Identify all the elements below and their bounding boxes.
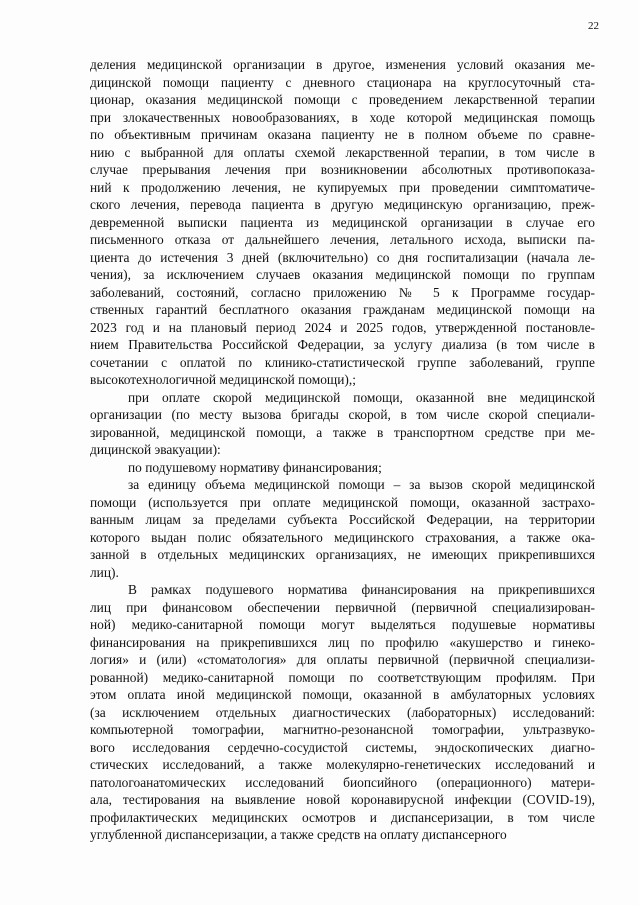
text-line: профилактических медицинских осмотров и диспансеризации, в том числе [90, 809, 595, 825]
paragraph-p4 [90, 476, 595, 581]
text-line: письменного отказа от дальнейшего лечения, летального исхода, выписки па- [90, 232, 595, 247]
text-line: ственных гарантий бесплатного оказания гражданам медицинской помощи на [90, 302, 595, 317]
text-line: ского лечения, перевода пациента в другую медицинскую организацию, преж- [90, 197, 595, 212]
text-line: В рамках подушевого норматива финансирования на прикрепившихся [128, 582, 595, 597]
text-line: финансирования на прикрепившихся лиц по профилю «акушерство и гинеко- [90, 634, 595, 650]
text-line: патологоанатомических исследований биопсийного (операционного) матери- [90, 774, 595, 790]
text-line: рованной) медико-санитарной помощи по соответствующим профилям. При [90, 669, 595, 685]
text-line: циента до истечения 3 дней (включительно) со дня госпитализации (начала ле- [90, 249, 595, 265]
text-line: этом оплата иной медицинской помощи, оказанной в амбулаторных условиях [90, 687, 595, 702]
text-line: ной) медико-санитарной помощи могут выделяться подушевые нормативы [90, 617, 595, 632]
paragraph-p3 [90, 459, 595, 477]
text-line: нием Правительства Российской Федерации, за услугу диализа (в том числе в [90, 337, 595, 352]
text-line: зированной, медицинской помощи, а также в транспортном средстве при ме- [90, 424, 595, 440]
text-line: лиц при финансовом обеспечении первичной (первичной специализирован- [90, 599, 595, 615]
text-line: которого выдан полис обязательного медицинского страхования, а также ока- [90, 529, 595, 545]
text-line: углубленной диспансеризации, а также средств на оплату диспансерного [90, 827, 507, 842]
text-line: чения), за исключением случаев оказания медицинской помощи по группам [90, 267, 595, 282]
text-line: логия» и (или) «стоматология» для оплаты первичной (первичной специализи- [90, 652, 595, 667]
page-number: 22 [588, 20, 599, 32]
text-line: ционар, оказания медицинской помощи с проведением лекарственной терапии [90, 92, 595, 107]
text-line: по объективным причинам оказана пациенту не в полном объеме по сравне- [90, 127, 595, 142]
text-line: сочетании с оплатой по клинико-статистической группе заболеваний, группе [90, 354, 595, 370]
text-line: вого исследования сердечно-сосудистой системы, эндоскопических диагно- [90, 739, 595, 755]
text-line: по подушевому нормативу финансирования; [128, 459, 382, 475]
text-line: случае прерывания лечения при возникновении абсолютных противопоказа- [90, 162, 595, 177]
text-line: ала, тестирования на выявление новой коронавирусной инфекции (COVID-19), [90, 792, 595, 807]
text-line: стических исследований, а также молекулярно-генетических исследований и [90, 757, 595, 772]
text-line: за единицу объема медицинской помощи – за вызов скорой медицинской [128, 477, 595, 492]
text-line: заболеваний, состояний, согласно приложению № 5 к Программе государ- [90, 284, 595, 300]
paragraph-p1 [90, 56, 595, 389]
text-line: при оплате скорой медицинской помощи, оказанной вне медицинской [128, 389, 595, 405]
text-line: лиц). [90, 564, 119, 580]
text-line: помощи (используется при оплате медицинской помощи, оказанной застрахо- [90, 494, 595, 510]
text-line: 2023 год и на плановый период 2024 и 2025 годов, утвержденной постановле- [90, 319, 595, 335]
paragraph-p2 [90, 389, 595, 459]
text-line: деления медицинской организации в другое, изменения условий оказания ме- [90, 57, 595, 72]
text-line: ний к продолжению лечения, не купируемых при проведении симптоматиче- [90, 179, 595, 195]
text-line: занной в отдельных медицинских организациях, не имеющих прикрепившихся [90, 547, 595, 562]
text-line: ванным лицам за пределами субъекта Российской Федерации, на территории [90, 512, 595, 527]
text-line: нию с выбранной для оплаты схемой лекарственной терапии, в том числе в [90, 144, 595, 160]
paragraph-p5 [90, 581, 595, 844]
document-body [90, 56, 595, 844]
text-line: компьютерной томографии, магнитно-резонансной томографии, ультразвуко- [90, 722, 595, 737]
text-line: девременной выписки пациента из медицинской организации в случае его [90, 214, 595, 230]
text-line: организации (по месту вызова бригады скорой, в том числе скорой специали- [90, 407, 595, 422]
text-line: дицинской эвакуации): [90, 442, 221, 457]
text-line: высокотехнологичной медицинской помощи),; [90, 372, 356, 387]
text-line: дицинской помощи пациенту с дневного стационара на круглосуточный ста- [90, 74, 595, 90]
text-line: при злокачественных новообразованиях, в ходе которой медицинская помощь [90, 109, 595, 125]
text-line: (за исключением отдельных диагностических (лабораторных) исследований: [90, 704, 595, 720]
